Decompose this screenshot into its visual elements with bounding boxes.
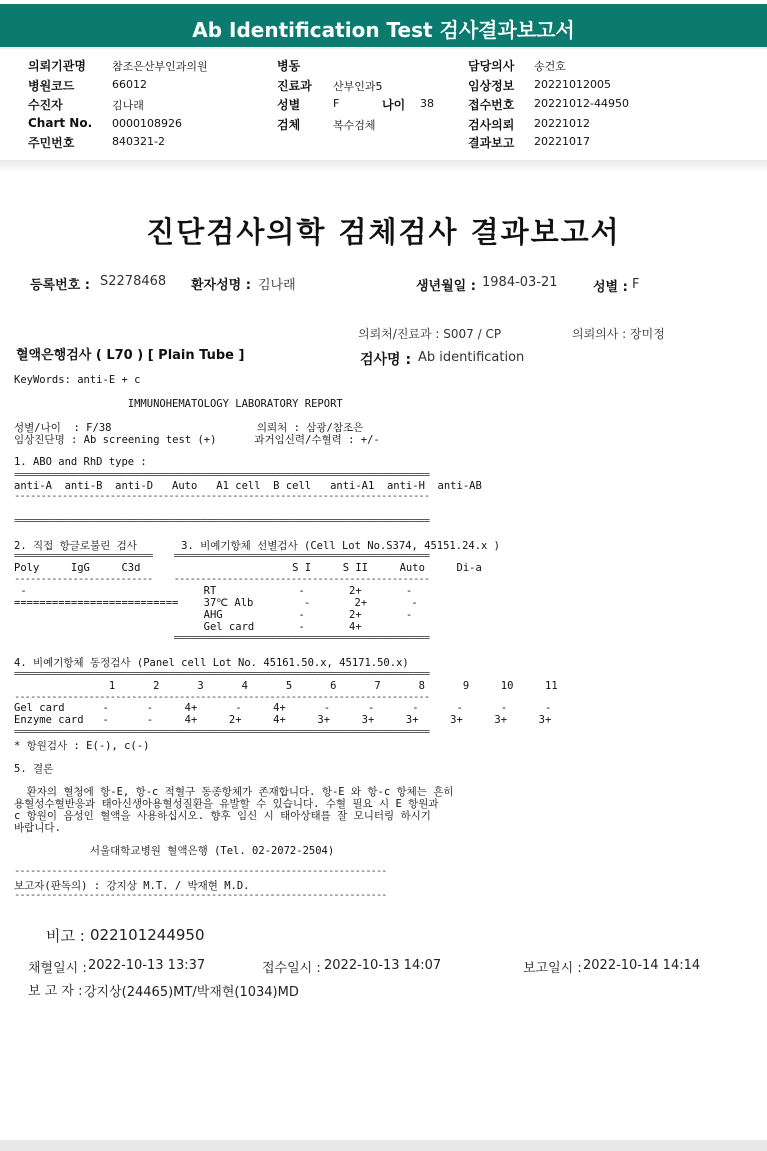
dept-label: 진료과: [277, 79, 312, 93]
dept-value: 산부인과5: [333, 80, 383, 93]
specimen-label: 검체: [277, 118, 301, 132]
reporter-footer-value: 강지상(24465)MT/박재현(1034)MD: [84, 985, 299, 1000]
doctor-label: 담당의사: [468, 59, 515, 73]
recipient-value: 김나래: [112, 99, 144, 112]
conclusion-line-4: 바랍니다.: [14, 822, 61, 834]
test-group: 혈액은행검사 ( L70 ) [ Plain Tube ]: [16, 348, 245, 363]
sex-label: 성별: [277, 98, 301, 112]
separator: ----------------------------------------------------------------------: [14, 889, 387, 901]
hosp-code-value: 66012: [112, 78, 147, 91]
sex-age-line: 성별/나이 : F/38 의뢰처 : 삼광/참조은: [14, 422, 364, 434]
reg-value: S2278468: [100, 274, 167, 289]
diagnosis-line: 임상진단명 : Ab screening test (+) 과거임신력/수혈력 : +/-: [14, 434, 380, 446]
section-dat-heading: 2. 직접 항글로불린 검사 3. 비예기항체 선별검사 (Cell Lot No.S374, 45151.24.x ): [14, 540, 501, 552]
reporter-footer-label: 보 고 자 :: [28, 984, 83, 999]
collect-value: 2022-10-13 13:37: [88, 958, 206, 973]
separator: ========================== ================================================: [14, 550, 430, 562]
rrn-label: 주민번호: [28, 136, 75, 150]
ward-label: 병동: [277, 59, 301, 73]
recipient-label: 수진자: [28, 98, 63, 112]
doctor-value: 송건호: [534, 60, 566, 73]
req-inst-label: 의뢰기관명: [28, 59, 86, 73]
report-sex-value: F: [632, 277, 640, 292]
keywords-line: KeyWords: anti-E + c: [14, 374, 141, 386]
abo-header-row: anti-A anti-B anti-D Auto A1 cell B cell anti-A1 anti-H anti-AB: [14, 480, 482, 492]
section-panel-heading: 4. 비예기항체 동정검사 (Panel cell Lot No. 45161.50.x, 45171.50.x): [14, 657, 409, 669]
panel-header-row: 1 2 3 4 5 6 7 8 9 10 11: [14, 680, 558, 692]
separator: ------------------------------------------------------------------------------: [14, 691, 430, 703]
clinical-value: 20221012005: [534, 78, 611, 91]
result-value: 20221017: [534, 135, 590, 148]
patient-name-value: 김나래: [258, 278, 296, 293]
screening-row-gel: Gel card - 4+: [14, 621, 362, 633]
panel-row-enzyme: Enzyme card - - 4+ 2+ 4+ 3+ 3+ 3+ 3+ 3+ 3+: [14, 714, 552, 726]
report-time-label: 보고일시 :: [523, 961, 582, 976]
report-title: 진단검사의학 검체검사 결과보고서: [146, 215, 621, 249]
screening-row-alb: ========================== 37℃ Alb - 2+ -: [14, 597, 418, 609]
screening-row-rt: - RT - 2+ -: [14, 585, 413, 597]
collect-label: 채혈일시 :: [28, 961, 87, 976]
receipt-value: 20221012-44950: [534, 97, 629, 110]
chart-label: Chart No.: [28, 116, 93, 130]
dob-label: 생년월일 :: [416, 279, 476, 294]
separator: ==============================================================================: [14, 668, 430, 680]
bottom-bar: [0, 1140, 767, 1151]
req-inst-value: 참조은산부인과의원: [112, 60, 208, 73]
receipt-label: 접수번호: [468, 98, 515, 112]
screening-row-ahg: AHG - 2+ -: [14, 609, 413, 621]
chart-value: 0000108926: [112, 117, 182, 130]
from-doctor: 의뢰의사 : 장미정: [572, 327, 665, 341]
result-label: 결과보고: [468, 136, 515, 150]
sex-value: F: [333, 97, 340, 110]
separator: ==============================================================================: [14, 515, 430, 527]
reg-label: 등록번호 :: [30, 278, 90, 293]
separator: ------------------------------------------------------------------------------: [14, 490, 430, 502]
conclusion-line-2: 용혈성수혈반응과 태아신생아용혈성질환을 유발할 수 있습니다. 수혈 필요 시 E 항원과: [14, 798, 439, 810]
patient-name-label: 환자성명 :: [191, 278, 251, 293]
header-title: Ab Identification Test 검사결과보고서: [192, 18, 575, 42]
separator: ==============================================================================: [14, 726, 430, 738]
panel-row-gel: Gel card - - 4+ - 4+ - - - - - -: [14, 702, 552, 714]
hosp-code-label: 병원코드: [28, 79, 75, 93]
accept-value: 2022-10-13 14:07: [324, 958, 442, 973]
lab-report-heading: IMMUNOHEMATOLOGY LABORATORY REPORT: [14, 398, 343, 410]
separator: ==============================================================================: [14, 469, 430, 481]
exam-req-value: 20221012: [534, 117, 590, 130]
from-dept: 의뢰처/진료과 : S007 / CP: [358, 327, 502, 341]
screening-header-row: Poly IgG C3d S I S II Auto Di-a: [14, 562, 482, 574]
specimen-value: 복수검체: [333, 119, 376, 132]
dob-value: 1984-03-21: [482, 275, 558, 290]
age-label: 나이: [382, 98, 406, 112]
separator: ================================================: [14, 632, 430, 644]
test-name-value: Ab identification: [418, 350, 525, 365]
conclusion-line-3: c 항원이 음성인 혈액을 사용하십시오. 향후 임신 시 태아상태를 잘 모니터링 하시기: [14, 810, 431, 822]
section-abo-heading: 1. ABO and RhD type :: [14, 456, 147, 468]
blood-bank-line: 서울대학교병원 혈액은행 (Tel. 02-2072-2504): [14, 845, 335, 857]
reporter-line: 보고자(판독의) : 강지상 M.T. / 박재현 M.D.: [14, 880, 250, 892]
rrn-value: 840321-2: [112, 135, 165, 148]
separator: ----------------------------------------------------------------------: [14, 865, 387, 877]
separator: -------------------------- ------------------------------------------------: [14, 573, 430, 585]
exam-req-label: 검사의뢰: [468, 118, 515, 132]
test-name-label: 검사명 :: [360, 352, 412, 368]
divider-shadow: [0, 160, 767, 172]
age-value: 38: [420, 97, 434, 110]
conclusion-heading: 5. 결론: [14, 763, 54, 775]
antigen-test-line: * 항원검사 : E(-), c(-): [14, 740, 150, 752]
report-sex-label: 성별 :: [593, 280, 628, 295]
clinical-label: 임상정보: [468, 79, 515, 93]
remark-value: 022101244950: [90, 926, 205, 944]
accept-label: 접수일시 :: [262, 961, 321, 976]
report-time-value: 2022-10-14 14:14: [583, 958, 701, 973]
conclusion-line-1: 환자의 혈청에 항-E, 항-c 적혈구 동종항체가 존재합니다. 항-E 와 항-c 항체는 흔히: [14, 786, 454, 798]
remark-label: 비고 :: [46, 927, 85, 945]
